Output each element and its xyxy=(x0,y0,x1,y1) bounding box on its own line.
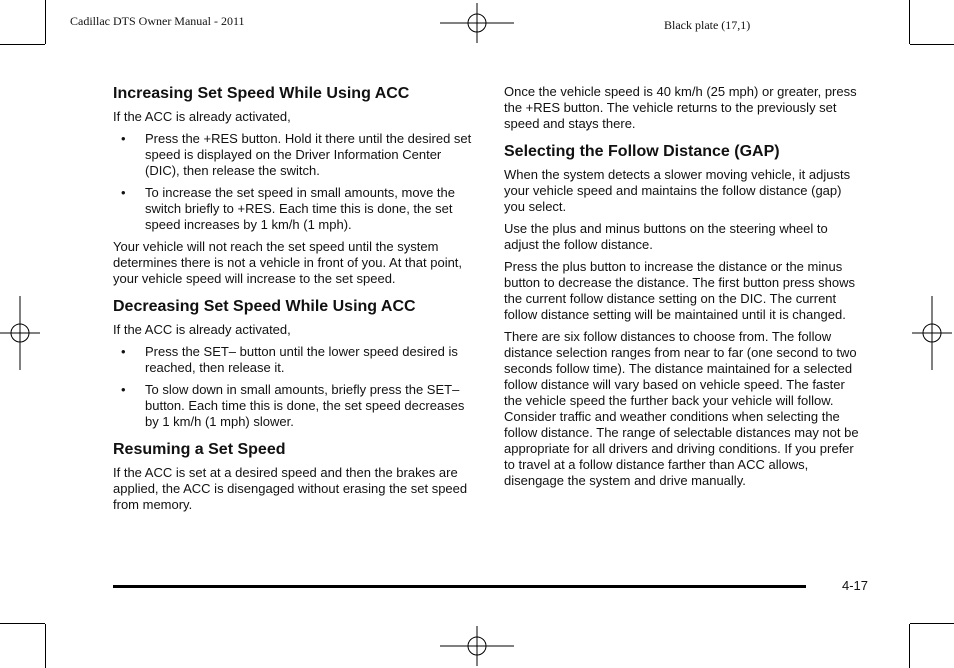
section-heading-resuming: Resuming a Set Speed xyxy=(113,441,286,458)
body-paragraph: When the system detects a slower moving vehicle, it adjusts your vehicle speed and maintains the follow distance (gap) you select. xyxy=(504,167,851,214)
bullet-text: To slow down in small amounts, briefly press the SET– button. Each time this is done, the set speed decreases by 1 km/h (1 mph) slower. xyxy=(145,382,465,429)
crop-mark xyxy=(0,44,45,45)
bullet-list xyxy=(113,131,477,233)
crop-mark xyxy=(45,624,46,668)
print-header-title: Cadillac DTS Owner Manual - 2011 xyxy=(70,14,245,28)
right-column xyxy=(504,84,866,495)
bullet-text: Press the SET– button until the lower speed desired is reached, then release it. xyxy=(145,344,458,375)
crop-mark xyxy=(909,624,910,668)
section-heading-gap: Selecting the Follow Distance (GAP) xyxy=(504,143,780,160)
bullet-list xyxy=(113,344,477,430)
print-header-plate: Black plate (17,1) xyxy=(664,18,751,32)
registration-mark-left xyxy=(0,296,40,370)
section-heading-increasing: Increasing Set Speed While Using ACC xyxy=(113,85,410,102)
bullet-icon: • xyxy=(121,382,126,397)
body-paragraph: Once the vehicle speed is 40 km/h (25 mph) or greater, press the +RES button. The vehicle returns to the previously set speed and stays there. xyxy=(504,84,857,131)
bullet-icon: • xyxy=(121,131,126,146)
crop-mark xyxy=(909,0,910,44)
registration-mark-bottom xyxy=(440,626,514,666)
bullet-item xyxy=(113,382,477,430)
bullet-text: Press the +RES button. Hold it there until the desired set speed is displayed on the Driver Information Center (DIC), then release the switch. xyxy=(145,131,472,178)
crop-mark xyxy=(0,623,45,624)
bullet-item xyxy=(113,185,477,233)
bullet-icon: • xyxy=(121,344,126,359)
body-paragraph: Your vehicle will not reach the set speed until the system determines there is not a vehicle in front of you. At that point, your vehicle speed will increase to the set speed. xyxy=(113,239,463,286)
footer-rule xyxy=(113,585,806,588)
intro-text: If the ACC is already activated, xyxy=(113,109,291,124)
crop-mark xyxy=(910,623,954,624)
bullet-item xyxy=(113,131,477,179)
bullet-icon: • xyxy=(121,185,126,200)
registration-mark-top xyxy=(440,3,514,43)
body-paragraph: There are six follow distances to choose from. The follow distance selection ranges from near to far (one second to two seconds follow time). The distance maintained for a selected follow distance will vary based on vehicle speed. The faster the vehicle speed the further back your vehicle will follow. Consider traffic and weather conditions when selecting the follow distance. The range of selectable distances may not be appropriate for all drivers and driving conditions. If you prefer to travel at a follow distance farther than ACC allows, disengage the system and drive manually. xyxy=(504,329,859,488)
bullet-text: To increase the set speed in small amounts, move the switch briefly to +RES. Each time this is done, the set speed increases by 1 km/h (1 mph). xyxy=(145,185,455,232)
registration-mark-right xyxy=(912,296,952,370)
crop-mark xyxy=(45,0,46,44)
section-heading-decreasing: Decreasing Set Speed While Using ACC xyxy=(113,298,416,315)
bullet-item xyxy=(113,344,477,376)
left-column xyxy=(113,84,477,519)
body-paragraph: If the ACC is set at a desired speed and then the brakes are applied, the ACC is disengaged without erasing the set speed from memory. xyxy=(113,465,468,512)
crop-mark xyxy=(910,44,954,45)
page-number: 4-17 xyxy=(842,578,869,593)
intro-text: If the ACC is already activated, xyxy=(113,322,291,337)
body-paragraph: Use the plus and minus buttons on the steering wheel to adjust the follow distance. xyxy=(504,221,828,252)
body-paragraph: Press the plus button to increase the distance or the minus button to decrease the distance. The first button press shows the current follow distance setting on the DIC. The current follow distance setting will be maintained until it is changed. xyxy=(504,259,855,322)
